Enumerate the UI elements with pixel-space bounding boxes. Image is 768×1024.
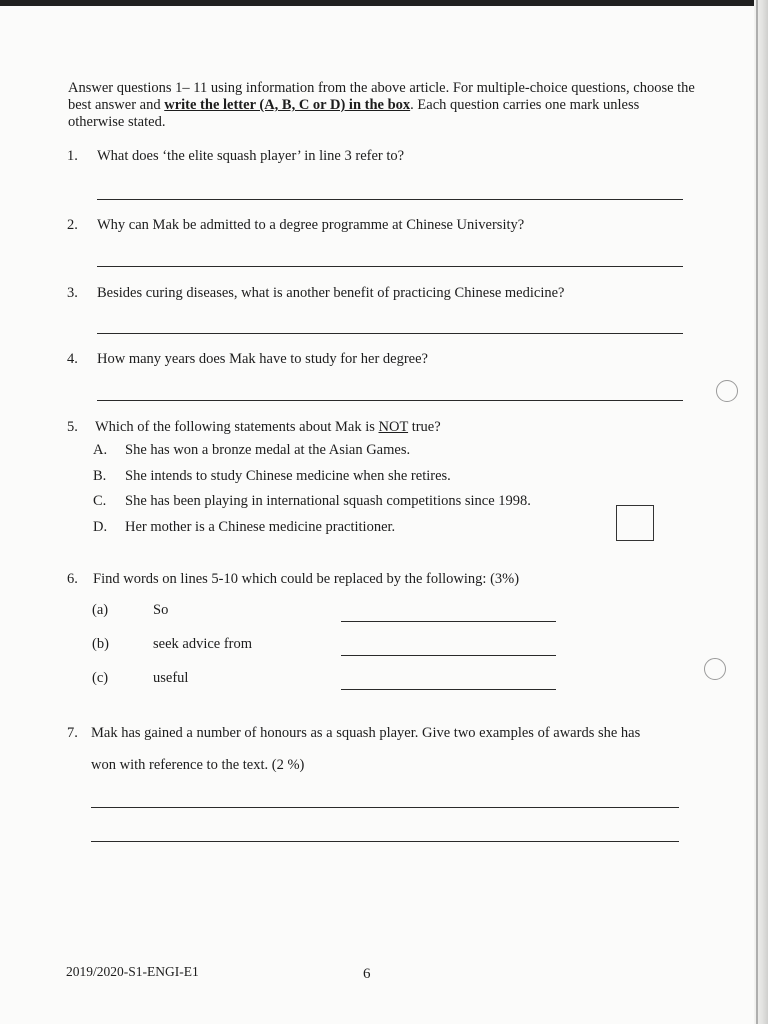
instructions-text: Answer questions 1– 11 using information from the above article. For multiple-choice questions, choose the best answer and [68, 80, 695, 113]
answer-line-1[interactable] [97, 199, 683, 200]
option-letter-c: C. [93, 493, 107, 509]
instructions-text-end: . Each question carries one mark unless otherwise stated. [68, 97, 640, 130]
option-letter-a: A. [93, 442, 108, 458]
punch-hole [704, 658, 726, 680]
question-number: 1. [67, 148, 78, 164]
instructions-emphasis: write the letter (A, B, C or D) in the box [164, 97, 411, 113]
question-text-start: Which of the following statements about Mak is [95, 419, 379, 435]
question-text-end: true? [408, 419, 441, 435]
scan-right-line [756, 0, 758, 1024]
question-text-not: NOT [378, 419, 409, 435]
sub-question-label-a: (a) [92, 602, 109, 618]
question-text-line-1: Mak has gained a number of honours as a squash player. Give two examples of awards she has [91, 725, 641, 741]
question-text: How many years does Mak have to study for her degree? [97, 351, 428, 367]
question-text: What does ‘the elite squash player’ in line 3 refer to? [97, 148, 405, 164]
question-text: Besides curing diseases, what is another benefit of practicing Chinese medicine? [97, 285, 565, 301]
scan-top-edge [0, 0, 768, 6]
paper-code: 2019/2020-S1-ENGI-E1 [66, 964, 199, 979]
punch-hole [716, 380, 738, 402]
question-text-line-2: won with reference to the text. (2 %) [91, 757, 305, 773]
question-number: 2. [67, 217, 78, 233]
answer-line-7b[interactable] [91, 841, 679, 842]
option-letter-d: D. [93, 519, 108, 535]
question-number: 4. [67, 351, 78, 367]
sub-question-text-c: useful [153, 670, 189, 686]
answer-box[interactable] [616, 505, 654, 541]
answer-line-6a[interactable] [341, 621, 556, 622]
page-number: 6 [363, 966, 371, 982]
answer-line-7a[interactable] [91, 807, 679, 808]
option-text-d: Her mother is a Chinese medicine practitioner. [125, 519, 396, 535]
instructions [68, 80, 698, 131]
question-number: 7. [67, 725, 78, 741]
question-text: Find words on lines 5-10 which could be replaced by the following: (3%) [93, 571, 520, 587]
sub-question-label-c: (c) [92, 670, 109, 686]
option-letter-b: B. [93, 468, 107, 484]
answer-line-2[interactable] [97, 266, 683, 267]
question-number: 3. [67, 285, 78, 301]
question-number: 6. [67, 571, 78, 587]
answer-line-4[interactable] [97, 400, 683, 401]
option-text-c: She has been playing in international squash competitions since 1998. [125, 493, 531, 509]
question-text: Why can Mak be admitted to a degree programme at Chinese University? [97, 217, 525, 233]
option-text-a: She has won a bronze medal at the Asian Games. [125, 442, 411, 458]
sub-question-text-a: So [153, 602, 169, 618]
option-text-b: She intends to study Chinese medicine when she retires. [125, 468, 451, 484]
question-number: 5. [67, 419, 78, 435]
answer-line-6c[interactable] [341, 689, 556, 690]
answer-line-3[interactable] [97, 333, 683, 334]
answer-line-6b[interactable] [341, 655, 556, 656]
sub-question-text-b: seek advice from [153, 636, 253, 652]
question-text [95, 418, 441, 436]
sub-question-label-b: (b) [92, 636, 109, 652]
